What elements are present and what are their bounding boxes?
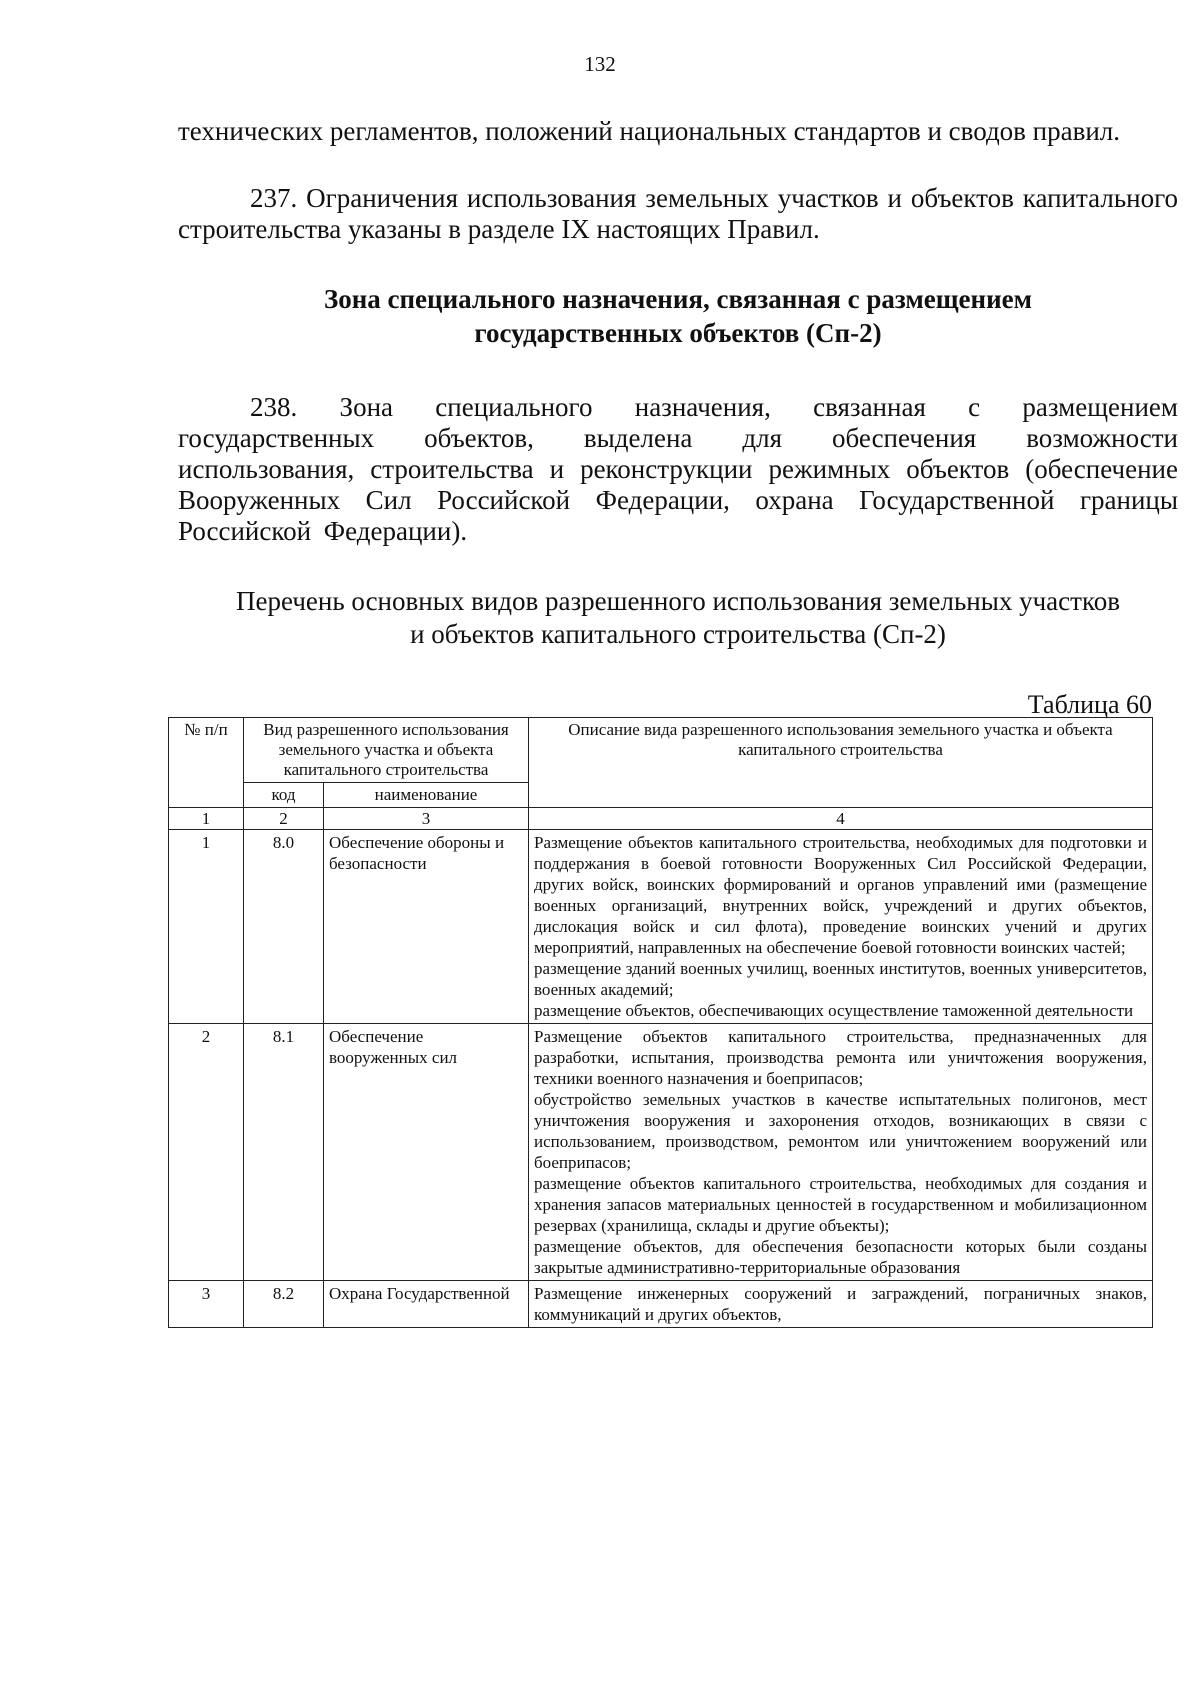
- paragraph-238: 238. Зона специального назначения, связанная с размещением государственных объектов, выделена для обеспечения возможности использования, строительства и реконструкции режимных объектов (обеспечение Вооруженных Сил Российской Федерации, охрана Государственной границы Российской Федерации).: [178, 392, 1178, 546]
- header-code: код: [244, 783, 324, 808]
- column-number-row: [169, 808, 1153, 830]
- list-title-line2: и объектов капитального строительства (Сп-2): [410, 619, 946, 649]
- header-name: наименование: [324, 783, 529, 808]
- zone-heading-line1: Зона специального назначения, связанная с размещением: [323, 284, 1033, 314]
- table-header-row: [169, 718, 1153, 783]
- header-type: Вид разрешенного использования земельного участка и объекта капитального строительства: [244, 718, 529, 783]
- row-code: 8.0: [244, 830, 324, 1024]
- description-item: размещение объектов, для обеспечения безопасности которых были созданы закрытые административно-территориальные образования: [534, 1237, 1147, 1277]
- row-description: [529, 1281, 1153, 1328]
- column-number: 4: [529, 808, 1153, 830]
- table-row: [169, 830, 1153, 1024]
- zone-heading: [178, 282, 1178, 350]
- paragraph-continuation: технических регламентов, положений национальных стандартов и сводов правил.: [178, 116, 1121, 146]
- list-title-line1: Перечень основных видов разрешенного использования земельных участков: [236, 586, 1120, 616]
- row-name: Охрана Государственной: [324, 1281, 529, 1328]
- description-item: Размещение объектов капитального строительства, необходимых для подготовки и поддержания в боевой готовности Вооруженных Сил Российской Федерации, других войск, воинских формирований и органов управлений ими (размещение военных организаций, внутренних войск, учреждений и других объектов, дислокация войск и сил флота), проведение воинских учений и других мероприятий, направленных на обеспечение боевой готовности воинских частей;: [534, 833, 1147, 957]
- header-desc: Описание вида разрешенного использования земельного участка и объекта капитального строительства: [529, 718, 1153, 808]
- row-num: 3: [169, 1281, 244, 1328]
- column-number: 2: [244, 808, 324, 830]
- list-title: [178, 585, 1178, 651]
- row-code: 8.2: [244, 1281, 324, 1328]
- row-num: 2: [169, 1024, 244, 1281]
- description-item: размещение зданий военных училищ, военных институтов, военных университетов, военных академий;: [534, 959, 1147, 999]
- paragraph-237: 237. Ограничения использования земельных участков и объектов капитального строительства указаны в разделе IX настоящих Правил.: [178, 183, 1178, 244]
- description-item: размещение объектов капитального строительства, необходимых для создания и хранения запасов материальных ценностей в государственном и мобилизационном резервах (хранилища, склады и другие объекты);: [534, 1174, 1147, 1235]
- row-code: 8.1: [244, 1024, 324, 1281]
- table-row: [169, 1281, 1153, 1328]
- page-number: 132: [584, 52, 616, 76]
- column-number: 1: [169, 808, 244, 830]
- description-item: Размещение объектов капитального строительства, предназначенных для разработки, испытания, производства ремонта или уничтожения вооружения, техники военного назначения и боеприпасов;: [534, 1027, 1147, 1088]
- row-description: [529, 830, 1153, 1024]
- description-item: обустройство земельных участков в качестве испытательных полигонов, мест уничтожения вооружения и захоронения отходов, возникающих в связи с использованием, производством, ремонтом или уничтожением вооружений или боеприпасов;: [534, 1090, 1147, 1172]
- row-name: Обеспечение обороны и безопасности: [324, 830, 529, 1024]
- zone-heading-line2: государственных объектов (Сп-2): [474, 318, 882, 348]
- row-name: Обеспечение вооруженных сил: [324, 1024, 529, 1281]
- row-num: 1: [169, 830, 244, 1024]
- table-row: [169, 1024, 1153, 1281]
- header-num: № п/п: [169, 718, 244, 808]
- description-item: размещение объектов, обеспечивающих осуществление таможенной деятельности: [534, 1001, 1134, 1020]
- row-description: [529, 1024, 1153, 1281]
- column-number: 3: [324, 808, 529, 830]
- table-label: Таблица 60: [1027, 690, 1152, 719]
- permitted-use-table: [168, 717, 1153, 1328]
- description-item: Размещение инженерных сооружений и заграждений, пограничных знаков, коммуникаций и других объектов,: [534, 1284, 1147, 1324]
